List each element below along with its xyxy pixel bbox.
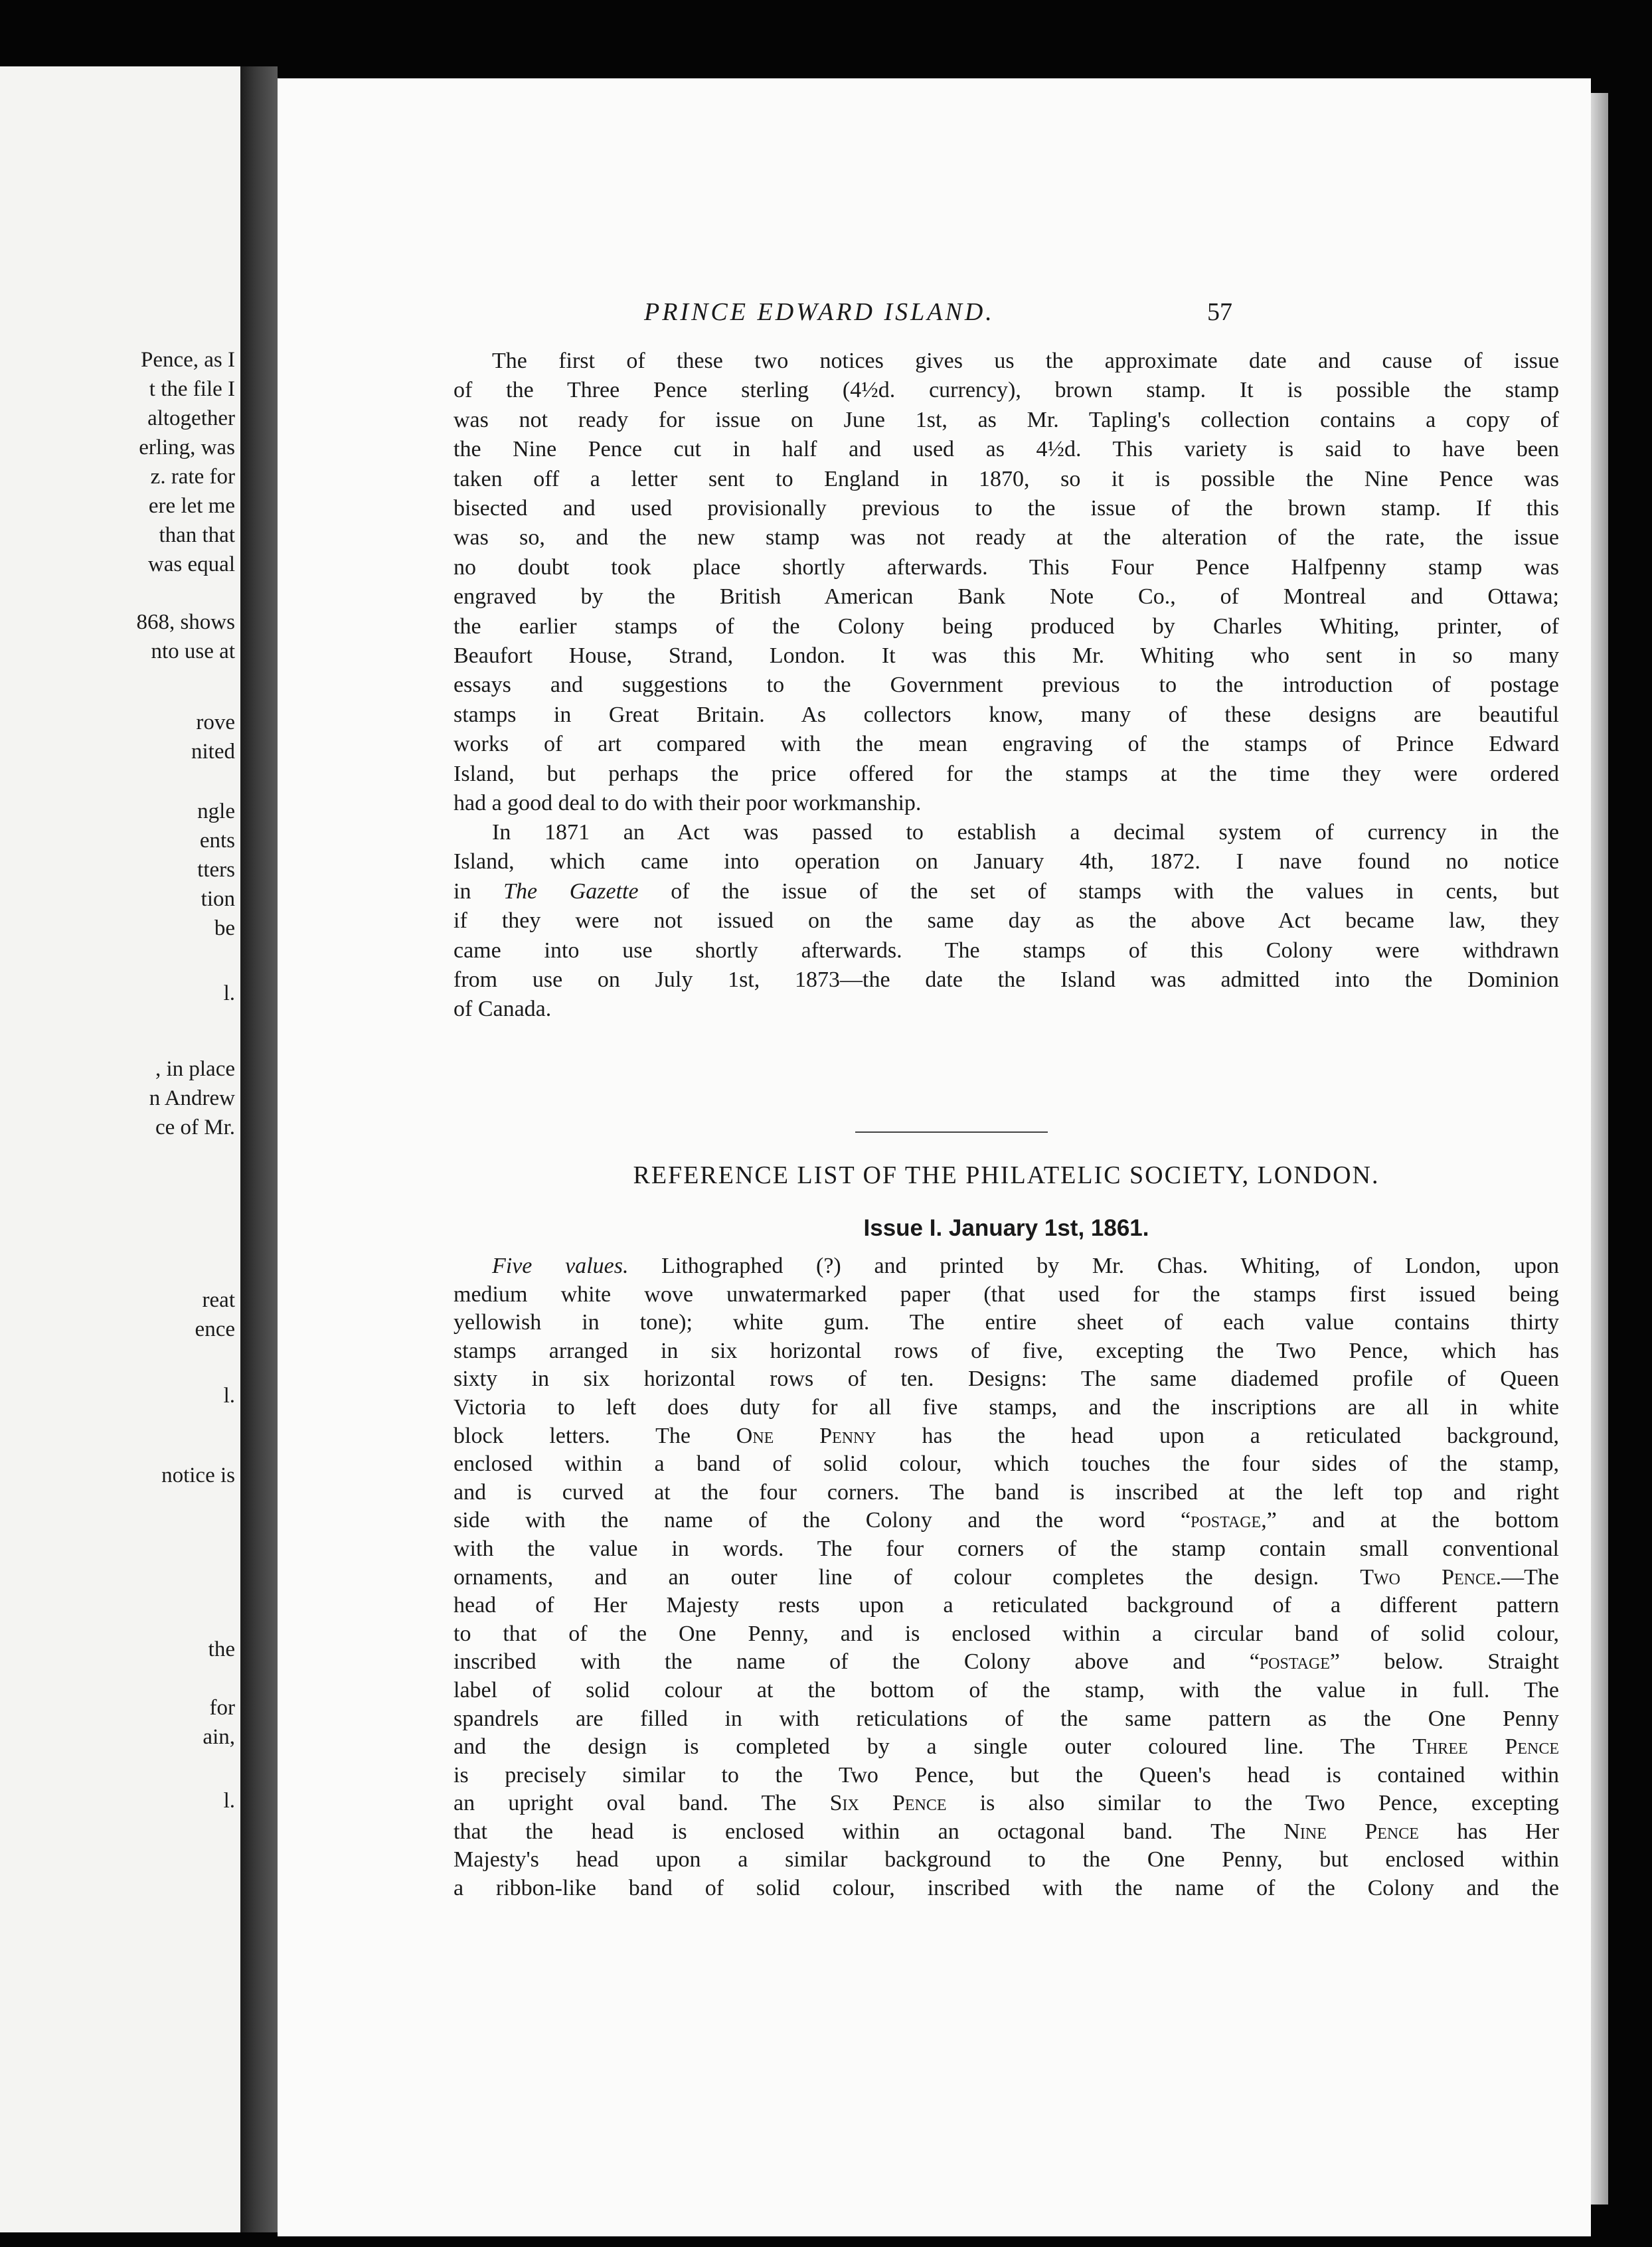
paragraph-1 [454, 347, 1559, 819]
paragraph-line: no doubt took place shortly afterwards. This Four Pence Halfpenny stamp was [454, 554, 1559, 580]
paragraph-2 [454, 818, 1559, 1025]
previous-page-line-fragment: ain, [203, 1725, 235, 1749]
paragraph-line: The first of these two notices gives us the approximate date and cause of issue [492, 349, 1559, 373]
paragraph-line: the earlier stamps of the Colony being produced by Charles Whiting, printer, of [454, 614, 1559, 639]
paragraph-line: yellowish in tone); white gum. The entire sheet of each value contains thirty [454, 1310, 1559, 1335]
previous-page-line-fragment: notice is [161, 1463, 235, 1487]
paragraph-line: essays and suggestions to the Government previous to the introduction of postage [454, 673, 1559, 698]
previous-page-line-fragment: l. [223, 1789, 235, 1813]
paragraph-line: spandrels are filled in with reticulations of the same pattern as the One Penny [454, 1706, 1559, 1731]
paragraph-line: Victoria to left does duty for all five stamps, and the inscriptions are all in white [454, 1394, 1559, 1420]
section-divider [855, 1131, 1048, 1133]
paragraph-line: the Nine Pence cut in half and used as 4½d. This variety is said to have been [454, 437, 1559, 462]
paragraph-line: from use on July 1st, 1873—the date the Island was admitted into the Dominion [454, 967, 1559, 993]
issue-heading: Issue I. January 1st, 1861. [863, 1215, 1149, 1241]
paragraph-line: of Canada. [454, 997, 552, 1022]
paragraph-line: to that of the One Penny, and is enclosed within a circular band of solid colour, [454, 1621, 1559, 1646]
previous-page-line-fragment: rove [196, 710, 235, 734]
book-gutter [240, 66, 278, 2232]
paragraph-line: of the Three Pence sterling (4½d. currency), brown stamp. It is possible the stamp [454, 378, 1559, 403]
previous-page-line-fragment: erling, was [139, 436, 235, 459]
page-edge [1591, 93, 1608, 2205]
previous-page-line-fragment: Pence, as I [140, 348, 235, 372]
paragraph-line: that the head is enclosed within an octagonal band. The Nine Pence has Her [454, 1819, 1559, 1844]
paragraph-line: an upright oval band. The Six Pence is also similar to the Two Pence, excepting [454, 1791, 1559, 1816]
running-head-title: PRINCE EDWARD ISLAND. [644, 298, 995, 326]
paragraph-line: Island, but perhaps the price offered for the stamps at the time they were ordered [454, 761, 1559, 786]
paragraph-line: with the value in words. The four corners of the stamp contain small conventional [454, 1536, 1559, 1561]
paragraph-line: works of art compared with the mean engraving of the stamps of Prince Edward [454, 732, 1559, 757]
previous-page-line-fragment: nited [191, 740, 235, 764]
paragraph-line: and the design is completed by a single outer coloured line. The Three Pence [454, 1734, 1559, 1760]
previous-page-line-fragment: for [209, 1696, 235, 1720]
previous-page-line-fragment: altogether [147, 406, 235, 430]
previous-page-line-fragment: ngle [197, 799, 235, 823]
gazette-title: The Gazette [503, 878, 639, 904]
previous-page-line-fragment: z. rate for [150, 465, 235, 489]
paragraph-line: label of solid colour at the bottom of the stamp, with the value in full. The [454, 1677, 1559, 1703]
paragraph-line: in The Gazette of the issue of the set of stamps with the values in cents, but [454, 878, 1559, 904]
previous-page-line-fragment: tion [201, 887, 235, 911]
paragraph-line: was not ready for issue on June 1st, as Mr. Tapling's collection contains a copy of [454, 407, 1559, 432]
previous-page-line-fragment: ents [199, 829, 235, 853]
paragraph-line: block letters. The One Penny has the head upon a reticulated background, [454, 1423, 1559, 1448]
paragraph-line: came into use shortly afterwards. The stamps of this Colony were withdrawn [454, 938, 1559, 963]
previous-page-line-fragment: than that [159, 523, 235, 547]
paragraph-line: In 1871 an Act was passed to establish a decimal system of currency in the [492, 820, 1559, 845]
paragraph-line: sixty in six horizontal rows of ten. Designs: The same diademed profile of Queen [454, 1367, 1559, 1392]
paragraph-line: Five values. Lithographed (?) and printed by Mr. Chas. Whiting, of London, upon [492, 1254, 1559, 1278]
previous-page-line-fragment: nto use at [151, 639, 235, 663]
paragraph-line: and is curved at the four corners. The band is inscribed at the left top and right [454, 1479, 1559, 1505]
paragraph-line: Island, which came into operation on January 4th, 1872. I nave found no notice [454, 849, 1559, 874]
paragraph-line: head of Her Majesty rests upon a reticulated background of a different pattern [454, 1593, 1559, 1618]
previous-page-line-fragment: ence [195, 1317, 235, 1341]
paragraph-line: side with the name of the Colony and the word “postage,” and at the bottom [454, 1508, 1559, 1533]
previous-page-line-fragment: tters [197, 858, 235, 882]
previous-page-line-fragment: l. [223, 1384, 235, 1408]
paragraph-line: engraved by the British American Bank Note Co., of Montreal and Ottawa; [454, 584, 1559, 610]
previous-page-line-fragment: ere let me [148, 494, 235, 518]
paragraph-line: stamps arranged in six horizontal rows of five, excepting the Two Pence, which has [454, 1338, 1559, 1363]
paragraph-line: bisected and used provisionally previous to the issue of the brown stamp. If this [454, 496, 1559, 521]
paragraph-line: Majesty's head upon a similar background to the One Penny, but enclosed within [454, 1847, 1559, 1872]
previous-page-line-fragment: was equal [147, 552, 235, 576]
previous-page-line-fragment: reat [202, 1288, 235, 1312]
paragraph-line: ornaments, and an outer line of colour completes the design. Two Pence.—The [454, 1564, 1559, 1590]
previous-page-line-fragment: , in place [155, 1057, 235, 1081]
previous-page-line-fragment: the [208, 1637, 235, 1661]
paragraph-line: Beaufort House, Strand, London. It was this Mr. Whiting who sent in so many [454, 643, 1559, 669]
previous-page-line-fragment: t the file I [149, 377, 235, 401]
previous-page-fragment [0, 66, 240, 2232]
paragraph-line: if they were not issued on the same day as the above Act became law, they [454, 908, 1559, 934]
paragraph-line: enclosed within a band of solid colour, which touches the four sides of the stamp, [454, 1452, 1559, 1477]
section-title: REFERENCE LIST OF THE PHILATELIC SOCIETY, LONDON. [633, 1161, 1380, 1189]
paragraph-line: had a good deal to do with their poor workmanship. [454, 791, 922, 816]
previous-page-line-fragment: ce of Mr. [155, 1116, 235, 1139]
paragraph-line: stamps in Great Britain. As collectors know, many of these designs are beautiful [454, 702, 1559, 727]
paragraph-line: inscribed with the name of the Colony above and “postage” below. Straight [454, 1649, 1559, 1675]
page-number: 57 [1207, 298, 1232, 326]
reference-list-text [454, 1252, 1559, 1903]
paragraph-line: taken off a letter sent to England in 1870, so it is possible the Nine Pence was [454, 466, 1559, 491]
paragraph-line: was so, and the new stamp was not ready at the alteration of the rate, the issue [454, 525, 1559, 550]
paragraph-line: a ribbon-like band of solid colour, inscribed with the name of the Colony and the [454, 1876, 1559, 1901]
paragraph-line: is precisely similar to the Two Pence, but the Queen's head is contained within [454, 1762, 1559, 1788]
running-head [278, 297, 1591, 337]
previous-page-line-fragment: n Andrew [149, 1086, 235, 1110]
previous-page-line-fragment: l. [223, 981, 235, 1005]
paragraph-line: medium white wove unwatermarked paper (that used for the stamps first issued being [454, 1282, 1559, 1307]
previous-page-line-fragment: 868, shows [136, 610, 235, 634]
previous-page-line-fragment: be [214, 916, 235, 940]
book-page [278, 78, 1591, 2236]
